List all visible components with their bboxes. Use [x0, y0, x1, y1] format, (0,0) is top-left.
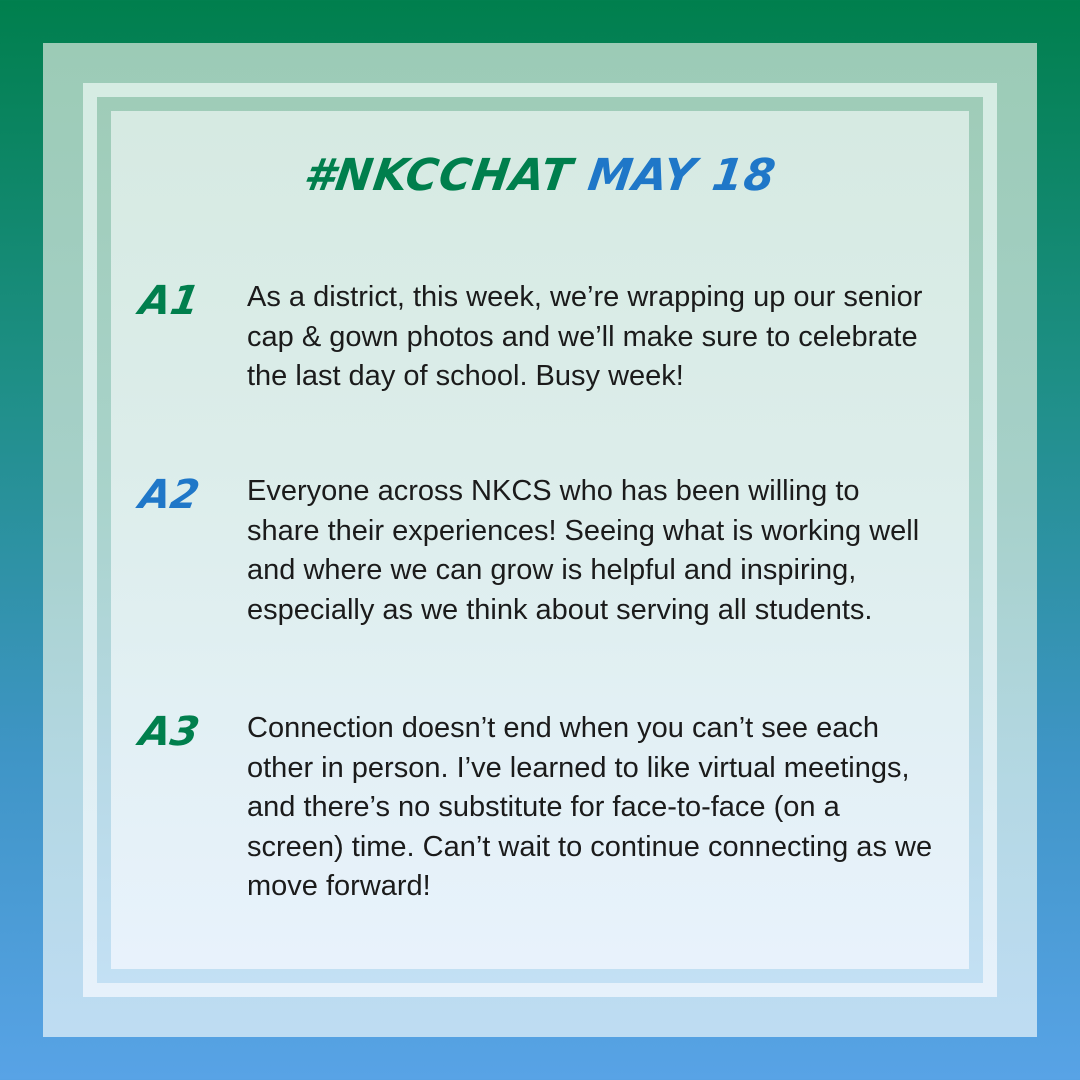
hashtag-title: #NKCCHAT	[300, 150, 576, 201]
answer-label-a1: A1	[135, 278, 203, 324]
answer-text-a1: As a district, this week, we’re wrapping up our senior cap & gown photos and we’ll make sure to celebrate the last day of school. Busy week!	[247, 281, 923, 392]
date-title: MAY 18	[584, 150, 780, 201]
answer-text-a2: Everyone across NKCS who has been willing to share their experiences! Seeing what is working well and where we can grow is helpful and inspiring, especially as we think about serving all students.	[247, 475, 920, 626]
answer-label-a3: A3	[135, 709, 203, 755]
answer-label-a2: A2	[135, 472, 203, 518]
answer-text-a3: Connection doesn’t end when you can’t see each other in person. I’ve learned to like virtual meetings, and there’s no substitute for face-to-face (on a screen) time. Can’t wait to continue connecting as we move forward!	[247, 712, 933, 902]
chat-title	[0, 150, 1080, 201]
